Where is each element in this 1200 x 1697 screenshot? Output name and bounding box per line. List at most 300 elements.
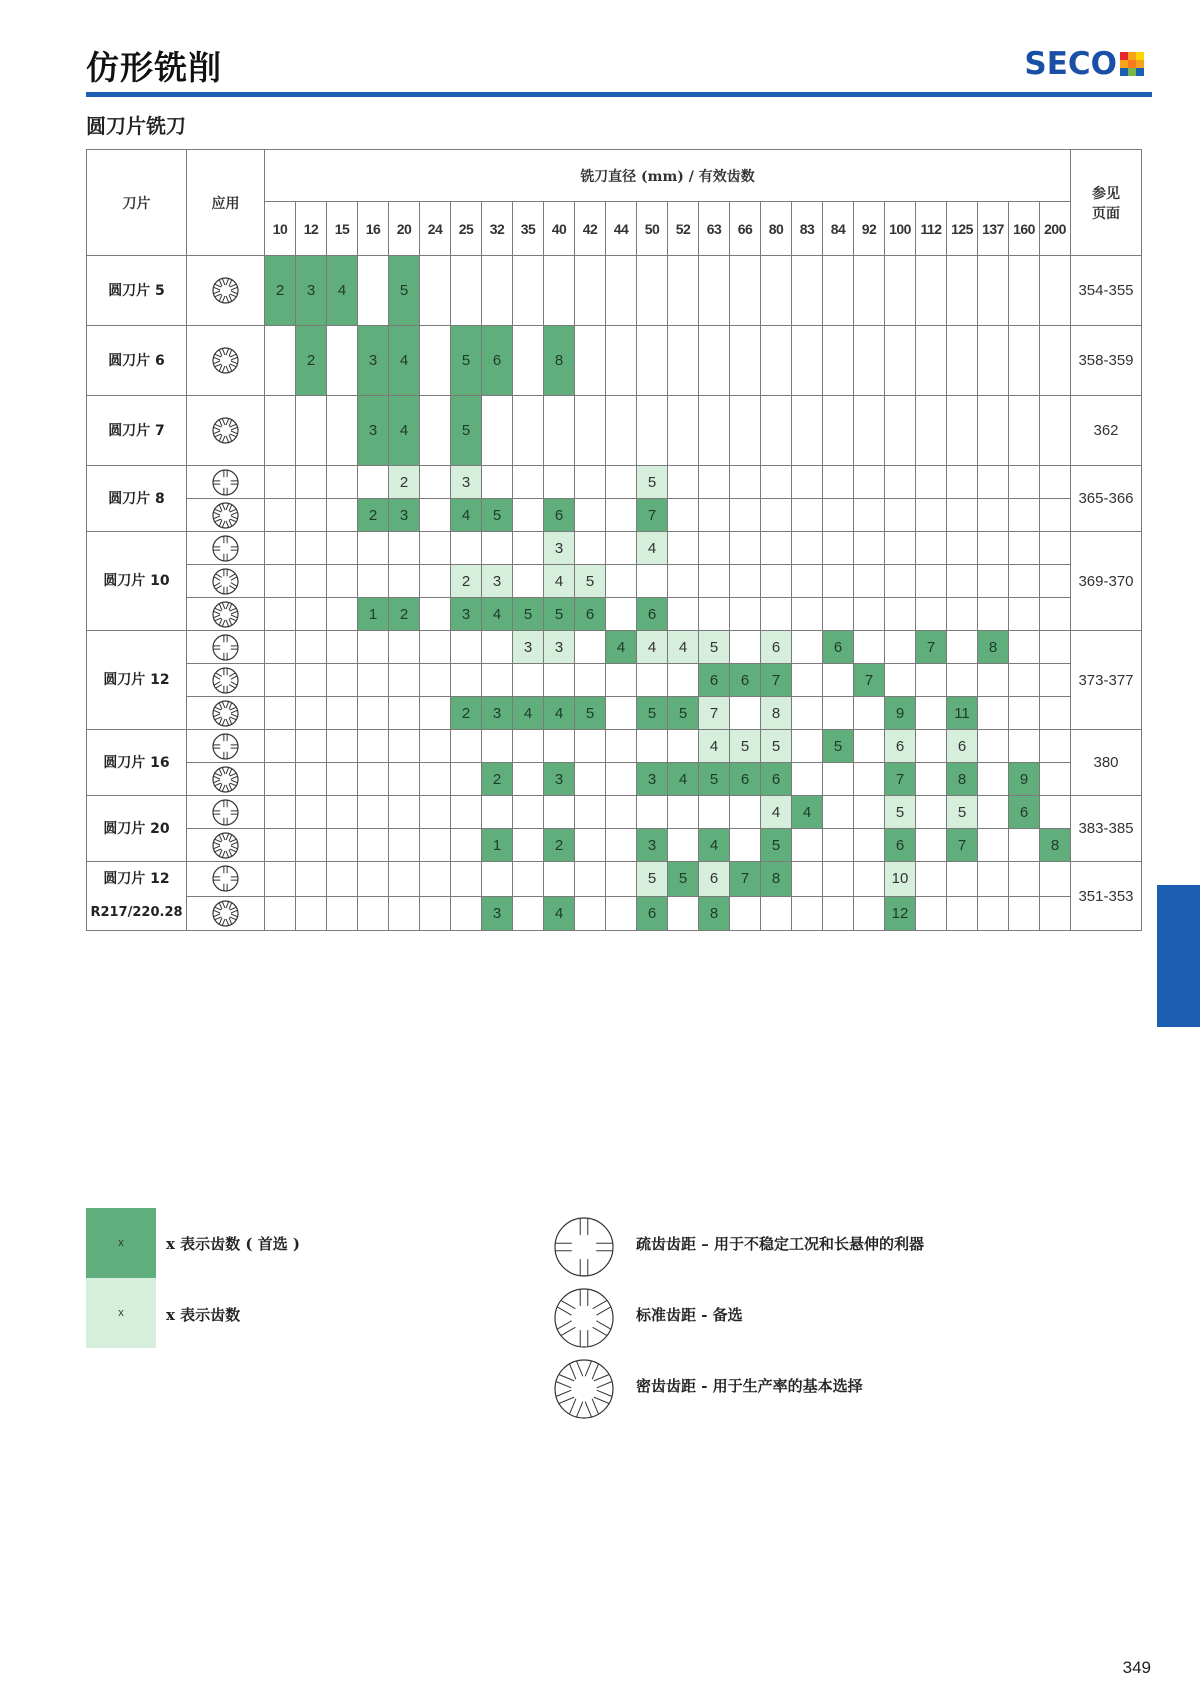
teeth-count-cell: 7 [947, 829, 978, 862]
teeth-count-cell [916, 796, 947, 829]
teeth-count-cell [265, 532, 296, 565]
teeth-count-cell [978, 697, 1009, 730]
teeth-count-cell: 5 [513, 598, 544, 631]
teeth-count-cell [327, 631, 358, 664]
teeth-count-cell [1040, 862, 1071, 897]
coarse-pitch-icon [187, 862, 265, 897]
teeth-count-cell [916, 730, 947, 763]
teeth-count-cell [792, 697, 823, 730]
teeth-count-cell: 4 [699, 730, 730, 763]
teeth-count-cell [451, 862, 482, 897]
teeth-count-cell [327, 565, 358, 598]
teeth-count-cell [327, 326, 358, 396]
teeth-count-cell [730, 466, 761, 499]
diameter-header: 125 [947, 202, 978, 256]
teeth-count-cell [482, 532, 513, 565]
insert-name: 圆刀片 5 [87, 256, 187, 326]
teeth-count-cell [792, 598, 823, 631]
teeth-count-cell [451, 730, 482, 763]
teeth-count-cell [668, 532, 699, 565]
teeth-count-cell [792, 862, 823, 897]
teeth-count-cell: 4 [668, 763, 699, 796]
teeth-count-cell: 4 [389, 326, 420, 396]
teeth-count-cell [482, 730, 513, 763]
teeth-count-cell [885, 466, 916, 499]
reference-page: 358-359 [1071, 326, 1142, 396]
teeth-count-cell [606, 763, 637, 796]
teeth-count-cell [575, 631, 606, 664]
teeth-count-cell [1040, 256, 1071, 326]
teeth-count-cell [389, 763, 420, 796]
teeth-count-cell [606, 256, 637, 326]
teeth-count-cell [606, 829, 637, 862]
insert-name [87, 862, 187, 931]
teeth-count-cell [513, 256, 544, 326]
teeth-count-cell [575, 256, 606, 326]
teeth-count-cell [265, 396, 296, 466]
teeth-count-cell [730, 532, 761, 565]
teeth-count-cell: 4 [482, 598, 513, 631]
teeth-count-cell [296, 532, 327, 565]
teeth-count-cell [513, 532, 544, 565]
teeth-count-cell: 3 [482, 896, 513, 931]
teeth-count-cell: 8 [761, 862, 792, 897]
teeth-count-cell [327, 796, 358, 829]
diameter-header: 16 [358, 202, 389, 256]
teeth-count-cell [1040, 896, 1071, 931]
teeth-count-cell [1009, 730, 1040, 763]
teeth-count-cell: 6 [885, 829, 916, 862]
teeth-count-cell [668, 796, 699, 829]
teeth-count-cell: 7 [885, 763, 916, 796]
teeth-count-cell [792, 499, 823, 532]
teeth-count-cell [885, 396, 916, 466]
teeth-count-cell [668, 664, 699, 697]
teeth-count-cell [358, 466, 389, 499]
teeth-count-cell: 3 [544, 532, 575, 565]
coarse-pitch-icon [187, 796, 265, 829]
teeth-count-cell [978, 499, 1009, 532]
close-pitch-icon [187, 256, 265, 326]
teeth-count-cell [575, 730, 606, 763]
logo-mark-icon [1120, 52, 1144, 76]
teeth-count-cell [916, 326, 947, 396]
teeth-count-cell [606, 862, 637, 897]
teeth-count-cell: 4 [606, 631, 637, 664]
insert-name: 圆刀片 12 [87, 631, 187, 730]
teeth-count-cell: 7 [761, 664, 792, 697]
reference-page: 351-353 [1071, 862, 1142, 931]
teeth-count-cell [761, 466, 792, 499]
teeth-count-cell [420, 796, 451, 829]
teeth-count-cell: 1 [482, 829, 513, 862]
teeth-count-cell: 4 [544, 565, 575, 598]
teeth-count-cell [265, 763, 296, 796]
teeth-count-cell [513, 862, 544, 897]
teeth-count-cell [606, 896, 637, 931]
teeth-count-cell: 2 [544, 829, 575, 862]
teeth-count-cell [947, 631, 978, 664]
table-row [87, 631, 1142, 664]
teeth-count-cell [792, 532, 823, 565]
teeth-count-cell [606, 466, 637, 499]
table-row [87, 763, 1142, 796]
teeth-count-cell [668, 896, 699, 931]
teeth-count-cell [947, 256, 978, 326]
teeth-count-cell [265, 598, 296, 631]
table-row [87, 896, 1142, 931]
teeth-count-cell [792, 664, 823, 697]
teeth-count-cell [296, 664, 327, 697]
insert-name: 圆刀片 8 [87, 466, 187, 532]
application-column-header: 应用 [187, 150, 265, 256]
teeth-count-cell [637, 664, 668, 697]
teeth-count-cell [513, 326, 544, 396]
normal-pitch-icon [554, 1288, 614, 1352]
teeth-count-cell [854, 862, 885, 897]
teeth-count-cell [451, 532, 482, 565]
teeth-count-cell [730, 396, 761, 466]
teeth-count-cell [451, 664, 482, 697]
teeth-count-cell: 8 [947, 763, 978, 796]
teeth-count-cell: 4 [761, 796, 792, 829]
coarse-pitch-label: 疏齿齿距 – 用于不稳定工况和长悬伸的利器 [636, 1235, 924, 1253]
teeth-count-cell [1009, 326, 1040, 396]
teeth-count-cell [854, 396, 885, 466]
teeth-count-cell [451, 896, 482, 931]
teeth-count-cell [296, 466, 327, 499]
teeth-count-cell: 9 [1009, 763, 1040, 796]
teeth-count-cell [420, 466, 451, 499]
teeth-count-cell [730, 326, 761, 396]
teeth-count-cell [327, 697, 358, 730]
teeth-count-cell [699, 396, 730, 466]
teeth-count-cell: 7 [730, 862, 761, 897]
teeth-count-cell [668, 326, 699, 396]
teeth-count-cell: 3 [296, 256, 327, 326]
reference-page: 380 [1071, 730, 1142, 796]
teeth-count-cell [699, 565, 730, 598]
teeth-count-cell [699, 466, 730, 499]
table-row [87, 466, 1142, 499]
teeth-count-cell: 7 [854, 664, 885, 697]
teeth-count-cell: 6 [544, 499, 575, 532]
teeth-count-cell: 5 [730, 730, 761, 763]
teeth-count-cell [575, 829, 606, 862]
diameter-header: 200 [1040, 202, 1071, 256]
teeth-count-cell [606, 796, 637, 829]
teeth-count-cell: 4 [699, 829, 730, 862]
teeth-count-cell [265, 730, 296, 763]
teeth-count-cell [389, 862, 420, 897]
teeth-count-cell: 3 [358, 326, 389, 396]
normal-pitch-icon [187, 565, 265, 598]
close-pitch-icon [187, 697, 265, 730]
teeth-count-cell [606, 326, 637, 396]
teeth-count-cell [978, 326, 1009, 396]
teeth-count-cell [265, 829, 296, 862]
teeth-count-cell [296, 598, 327, 631]
teeth-count-cell [854, 631, 885, 664]
teeth-count-cell [327, 763, 358, 796]
teeth-count-cell [575, 499, 606, 532]
teeth-count-cell [885, 499, 916, 532]
reference-page: 362 [1071, 396, 1142, 466]
teeth-count-cell [1040, 796, 1071, 829]
teeth-count-cell [1009, 565, 1040, 598]
teeth-count-cell: 2 [451, 565, 482, 598]
teeth-count-cell: 3 [482, 697, 513, 730]
teeth-count-cell: 3 [482, 565, 513, 598]
swatch-mark: x [118, 1307, 124, 1319]
teeth-count-cell [1009, 256, 1040, 326]
teeth-count-cell [513, 664, 544, 697]
teeth-count-cell [575, 763, 606, 796]
teeth-count-cell [389, 565, 420, 598]
teeth-count-cell [420, 730, 451, 763]
teeth-count-cell [606, 598, 637, 631]
coarse-pitch-icon [187, 631, 265, 664]
teeth-count-cell: 5 [668, 862, 699, 897]
section-subtitle: 圆刀片铣刀 [86, 114, 186, 138]
teeth-count-cell: 2 [358, 499, 389, 532]
teeth-count-cell [947, 466, 978, 499]
teeth-count-cell [885, 532, 916, 565]
teeth-count-cell: 2 [296, 326, 327, 396]
teeth-count-cell: 8 [1040, 829, 1071, 862]
teeth-count-cell: 5 [451, 326, 482, 396]
teeth-count-cell [358, 829, 389, 862]
reference-page: 383-385 [1071, 796, 1142, 862]
teeth-count-cell: 2 [451, 697, 482, 730]
swatch-mark: x [118, 1237, 124, 1249]
teeth-count-cell [885, 326, 916, 396]
teeth-count-cell [296, 396, 327, 466]
teeth-count-cell [482, 796, 513, 829]
teeth-count-cell [730, 598, 761, 631]
teeth-count-cell [761, 598, 792, 631]
teeth-count-cell [451, 796, 482, 829]
teeth-count-cell [606, 396, 637, 466]
teeth-count-cell [978, 466, 1009, 499]
close-pitch-icon [554, 1359, 614, 1423]
teeth-count-cell [916, 763, 947, 796]
teeth-count-cell [730, 697, 761, 730]
teeth-count-cell [823, 396, 854, 466]
teeth-count-cell [544, 256, 575, 326]
teeth-count-cell [885, 631, 916, 664]
insert-name: 圆刀片 6 [87, 326, 187, 396]
teeth-count-cell [978, 664, 1009, 697]
teeth-count-cell: 5 [668, 697, 699, 730]
teeth-count-cell [389, 697, 420, 730]
teeth-count-cell [513, 829, 544, 862]
teeth-count-cell [1009, 862, 1040, 897]
teeth-count-cell: 6 [730, 664, 761, 697]
teeth-count-cell [792, 326, 823, 396]
teeth-count-cell [389, 896, 420, 931]
page-title: 仿形铣削 [86, 48, 222, 87]
teeth-count-cell [823, 796, 854, 829]
coarse-pitch-icon [187, 532, 265, 565]
teeth-count-cell: 11 [947, 697, 978, 730]
teeth-count-cell [823, 466, 854, 499]
teeth-count-cell [885, 565, 916, 598]
teeth-count-cell [420, 598, 451, 631]
teeth-count-cell [513, 796, 544, 829]
teeth-count-cell [792, 730, 823, 763]
teeth-count-cell: 4 [513, 697, 544, 730]
close-pitch-icon [187, 896, 265, 931]
diameter-header: 50 [637, 202, 668, 256]
teeth-count-cell [916, 598, 947, 631]
teeth-count-cell [792, 631, 823, 664]
teeth-count-cell [761, 396, 792, 466]
teeth-count-cell [823, 565, 854, 598]
teeth-count-cell: 8 [544, 326, 575, 396]
teeth-count-cell: 4 [451, 499, 482, 532]
insert-name-line2: R217/220.28 [90, 905, 183, 920]
teeth-count-cell [978, 532, 1009, 565]
teeth-count-cell [327, 730, 358, 763]
teeth-count-cell [1009, 896, 1040, 931]
teeth-count-cell [358, 763, 389, 796]
teeth-count-cell: 10 [885, 862, 916, 897]
teeth-count-cell: 2 [389, 466, 420, 499]
table-row [87, 829, 1142, 862]
teeth-count-cell: 6 [699, 664, 730, 697]
teeth-count-cell [761, 896, 792, 931]
teeth-count-cell [544, 730, 575, 763]
teeth-count-cell [668, 598, 699, 631]
teeth-count-cell [296, 896, 327, 931]
teeth-count-cell [1040, 532, 1071, 565]
teeth-count-cell [854, 256, 885, 326]
teeth-count-cell [668, 499, 699, 532]
teeth-count-cell [265, 499, 296, 532]
teeth-count-cell [947, 664, 978, 697]
normal-pitch-icon [187, 664, 265, 697]
teeth-count-cell [792, 466, 823, 499]
teeth-count-cell [482, 256, 513, 326]
teeth-count-cell: 9 [885, 697, 916, 730]
teeth-count-cell [668, 829, 699, 862]
teeth-count-cell [792, 829, 823, 862]
teeth-count-cell [296, 796, 327, 829]
close-pitch-icon [187, 499, 265, 532]
teeth-count-cell [854, 532, 885, 565]
teeth-count-cell [358, 697, 389, 730]
teeth-count-cell [296, 499, 327, 532]
teeth-count-cell: 12 [885, 896, 916, 931]
teeth-count-cell [854, 326, 885, 396]
diameter-header: 112 [916, 202, 947, 256]
teeth-count-cell: 6 [947, 730, 978, 763]
close-pitch-label: 密齿齿距 - 用于生产率的基本选择 [636, 1377, 863, 1395]
teeth-count-cell [389, 631, 420, 664]
teeth-count-cell [916, 396, 947, 466]
teeth-count-cell [1040, 396, 1071, 466]
teeth-count-cell: 8 [978, 631, 1009, 664]
teeth-count-cell [1009, 664, 1040, 697]
teeth-count-cell [792, 896, 823, 931]
teeth-count-cell: 5 [544, 598, 575, 631]
teeth-count-cell [1040, 499, 1071, 532]
teeth-count-cell [668, 730, 699, 763]
teeth-count-cell [978, 565, 1009, 598]
teeth-count-cell [1040, 326, 1071, 396]
teeth-count-cell [265, 896, 296, 931]
teeth-count-cell [265, 796, 296, 829]
diameter-header: 80 [761, 202, 792, 256]
teeth-count-cell [854, 730, 885, 763]
diameter-header: 40 [544, 202, 575, 256]
teeth-count-cell [389, 829, 420, 862]
teeth-count-cell [327, 598, 358, 631]
teeth-count-cell [575, 896, 606, 931]
teeth-count-cell [420, 631, 451, 664]
diameter-header: 12 [296, 202, 327, 256]
teeth-count-cell [978, 763, 1009, 796]
teeth-count-cell [947, 598, 978, 631]
teeth-count-cell [575, 396, 606, 466]
teeth-count-cell: 6 [699, 862, 730, 897]
teeth-count-cell [885, 664, 916, 697]
teeth-count-cell [606, 730, 637, 763]
diameter-header: 100 [885, 202, 916, 256]
teeth-count-cell [358, 730, 389, 763]
teeth-count-cell: 3 [637, 763, 668, 796]
table-row [87, 697, 1142, 730]
teeth-count-cell [389, 664, 420, 697]
teeth-count-cell: 5 [451, 396, 482, 466]
teeth-count-cell [1040, 631, 1071, 664]
teeth-count-cell [575, 796, 606, 829]
teeth-count-cell [296, 763, 327, 796]
teeth-count-cell: 6 [885, 730, 916, 763]
close-pitch-icon [187, 829, 265, 862]
teeth-count-cell [823, 862, 854, 897]
table-row [87, 532, 1142, 565]
teeth-count-cell [420, 862, 451, 897]
teeth-count-cell [885, 256, 916, 326]
teeth-count-cell: 2 [389, 598, 420, 631]
diameter-header: 84 [823, 202, 854, 256]
table-row [87, 664, 1142, 697]
teeth-count-cell [637, 730, 668, 763]
seco-logo [1024, 46, 1144, 82]
teeth-count-cell: 6 [482, 326, 513, 396]
teeth-count-cell [823, 896, 854, 931]
preferred-legend-label: x 表示齿数 ( 首选 ) [166, 1235, 301, 1253]
teeth-count-cell: 5 [947, 796, 978, 829]
teeth-count-cell: 3 [513, 631, 544, 664]
coarse-pitch-icon [554, 1217, 614, 1281]
teeth-count-cell [947, 499, 978, 532]
teeth-count-cell [730, 829, 761, 862]
teeth-count-cell [544, 664, 575, 697]
teeth-count-cell: 5 [575, 697, 606, 730]
teeth-count-cell: 5 [637, 466, 668, 499]
teeth-count-cell [699, 499, 730, 532]
teeth-count-cell [296, 565, 327, 598]
teeth-count-cell [916, 664, 947, 697]
teeth-count-cell [761, 256, 792, 326]
teeth-count-cell [699, 796, 730, 829]
teeth-count-cell [1040, 466, 1071, 499]
teeth-count-cell [916, 532, 947, 565]
teeth-count-cell [575, 326, 606, 396]
